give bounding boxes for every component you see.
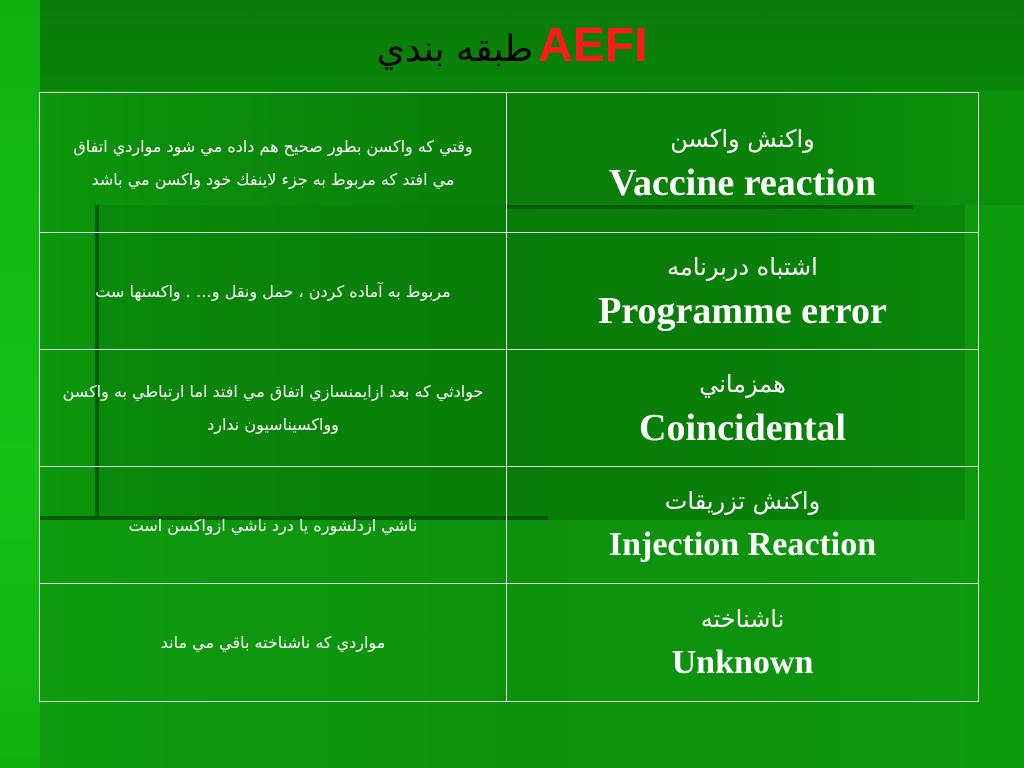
description-cell	[40, 233, 507, 350]
row-description: حوادثي كه بعد ازايمنسازي اتفاق مي افتد اما ارتباطي به واكسن وواكسيناسيون ندارد	[62, 382, 484, 434]
term-persian: همزماني	[699, 370, 786, 398]
term-persian: ناشناخته	[700, 604, 785, 633]
table-row	[40, 93, 979, 233]
term-persian: واكنش تزريقات	[664, 487, 821, 515]
term-english: Unknown	[671, 643, 814, 681]
description-cell	[40, 467, 507, 584]
row-description: مربوط به آماده كردن ، حمل ونقل و… . واكسنها ست	[95, 281, 451, 301]
background-left-band	[0, 0, 40, 768]
description-cell	[40, 350, 507, 467]
term-cell	[507, 233, 979, 350]
slide-title	[0, 18, 1024, 73]
term-english: Coincidental	[639, 407, 846, 449]
term-english: Vaccine reaction	[608, 161, 876, 204]
row-description: وقتي كه واكسن بطور صحيح هم داده مي شود مواردي اتفاق مي افتد كه مربوط به جزء لاينفك خود واكسن مي باشد	[73, 136, 473, 189]
term-cell	[507, 467, 979, 584]
slide-title-acronym: AEFI	[538, 19, 648, 72]
term-cell	[507, 93, 979, 233]
term-persian: اشتباه دربرنامه	[667, 253, 818, 281]
table-row	[40, 467, 979, 584]
term-cell	[507, 350, 979, 467]
term-cell	[507, 584, 979, 702]
aefi-classification-table	[39, 92, 979, 702]
slide-title-persian: طبقه بندي	[376, 29, 533, 70]
description-cell	[40, 93, 507, 233]
term-english: Injection Reaction	[608, 526, 877, 563]
table-row	[40, 233, 979, 350]
row-description: مواردي كه ناشناخته باقي مي ماند	[160, 633, 386, 652]
term-english: Programme error	[598, 290, 887, 332]
table-row	[40, 584, 979, 702]
description-cell	[40, 584, 507, 702]
term-persian: واكنش واكسن	[670, 124, 815, 153]
row-description: ناشي ازدلشوره يا درد ناشي ازواكسن است	[128, 515, 418, 535]
table-row	[40, 350, 979, 467]
